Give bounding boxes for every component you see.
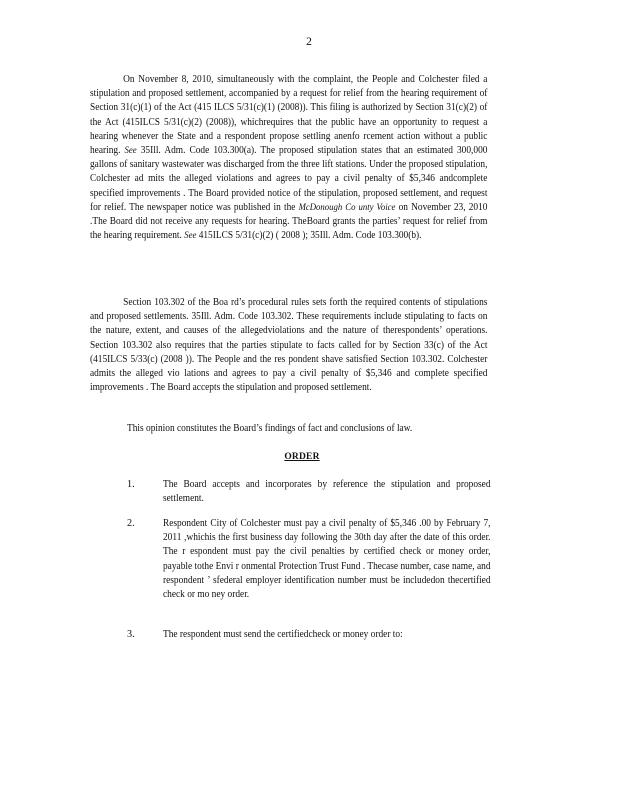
order-item-number: 3. bbox=[127, 629, 135, 640]
findings-statement: This opinion constitutes the Board’s findings of fact and conclusions of law. bbox=[127, 423, 413, 434]
paragraph-text: on November 23, 2010 .The Board did not receive any requests for hearing. TheBoard grants the parties’ request for relief from the hearing requirement. bbox=[90, 201, 488, 242]
order-item-number: 1. bbox=[127, 479, 135, 490]
order-heading bbox=[0, 452, 618, 462]
citation-signal: See bbox=[124, 146, 137, 157]
page-number: 2 bbox=[306, 36, 312, 48]
order-item-text: The Board accepts and incorporates by reference the stipulation and proposed settlement. bbox=[163, 479, 491, 505]
order-heading-text: ORDER bbox=[284, 452, 320, 462]
order-item-text: The respondent must send the certifiedcheck or money order to: bbox=[163, 629, 403, 640]
newspaper-name: McDonough Co unty Voice bbox=[298, 202, 396, 213]
order-item-number: 2. bbox=[127, 518, 135, 529]
paragraph-stipulation-filing bbox=[90, 73, 487, 243]
order-item-text: Respondent City of Colchester must pay a civil penalty of $5,346 .00 by February 7, 2011 ,whichis the first business day following the 30th day after the date of this order. The r espondent must pay the civil penalties by certified check or money order, payable tothe Envi r onmental Protection Trust Fund . Thecase number, case name, and respondent ’ sfederal employer identification number must be includedon thecertified check or mo ney order. bbox=[163, 518, 491, 601]
paragraph-text: On November 8, 2010, simultaneously with the complaint, the People and Colchester filed a stipulation and proposed settlement, accompanied by a request for relief from the hearing requirement of Section 31(c)(1) of the Act (415 ILCS 5/31(c)(1) (2008)). This filing is authorized by Section 31(c)(2) of the Act (415ILCS 5/31(c)(2) (2008)), whichrequires that the public have an opportunity to request a hearing whenever the State and a respondent propose settling anenfo rcement action without a public hearing. bbox=[90, 74, 488, 157]
paragraph-text: 35Ill. Adm. Code 103.300(a). The proposed stipulation states that an estimated 300,000 gallons of sanitary wastewater was discharged from the three lift stations. Under the proposed stipulation, Colchester ad mits the alleged violations and agrees to pay a civil penalty of $5,346 andcomplete specified improvements . The Board provided notice of the stipulation, proposed settlement, and request for relief. The newspaper notice was published in the bbox=[90, 145, 488, 213]
paragraph-text: 415ILCS 5/31(c)(2) ( 2008 ); 35Ill. Adm. Code 103.300(b). bbox=[198, 230, 422, 242]
citation-signal: See bbox=[184, 231, 197, 242]
paragraph-procedural-rules: Section 103.302 of the Boa rd’s procedural rules sets forth the required contents of stipulations and proposed settlements. 35Ill. Adm. Code 103.302. These requirements include stipulating to facts on the nature, extent, and causes of the allegedviolations and the nature of therespondents’ operations. Section 103.302 also requires that the parties stipulate to facts called for by Section 33(c) of the Act (415ILCS 5/33(c) (2008 )). The People and the res pondent shave satisfied Section 103.302. Colchester admits the alleged vio lations and agrees to pay a civil penalty of $5,346 and complete specified improvements . The Board accepts the stipulation and proposed settlement. bbox=[90, 297, 488, 394]
